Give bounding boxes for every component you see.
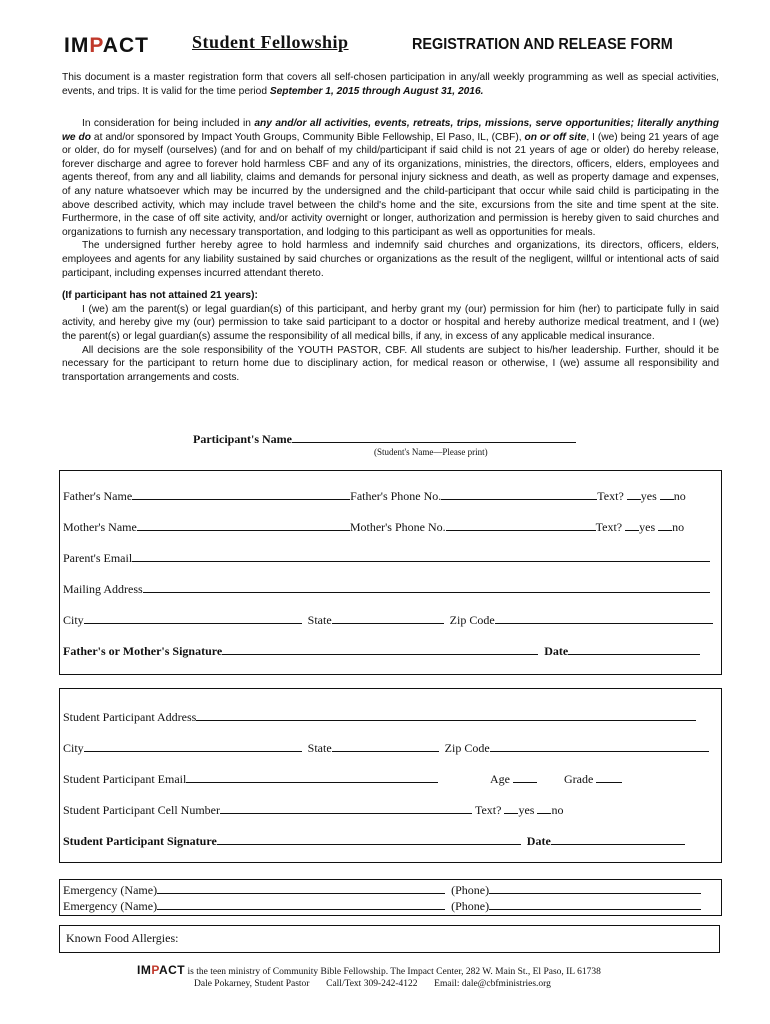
emergency-name-field-2[interactable] xyxy=(157,897,445,910)
footer-line-1: IMPACT is the teen ministry of Community Bible Fellowship. The Impact Center, 282 W. Main St., El Paso, IL 61738 xyxy=(137,963,601,977)
father-row: Father's Name Father's Phone No. Text? yes no xyxy=(63,489,686,503)
mailing-address-field[interactable] xyxy=(143,580,710,593)
parent-email-field[interactable] xyxy=(132,549,710,562)
student-signature-row: Student Participant Signature Date xyxy=(63,832,685,849)
mother-row: Mother's Name Mother's Phone No. Text? yes no xyxy=(63,520,685,534)
mother-phone-field[interactable] xyxy=(446,518,596,531)
impact-logo-text: IMPACT xyxy=(64,34,149,57)
student-signature-field[interactable] xyxy=(217,832,521,845)
parent-signature-row: Father's or Mother's Signature Date xyxy=(63,642,700,659)
student-email-row: Student Participant Email xyxy=(63,770,438,787)
student-city-row: City State Zip Code xyxy=(63,739,709,756)
allergies-label: Known Food Allergies: xyxy=(66,931,179,945)
mother-name-field[interactable] xyxy=(137,518,350,531)
emergency-name-field-1[interactable] xyxy=(157,881,445,894)
student-address-row: Student Participant Address xyxy=(63,708,696,725)
minor-heading: (If participant has not attained 21 years): xyxy=(62,290,258,302)
emergency-phone-field-1[interactable] xyxy=(489,881,701,894)
student-text-yes[interactable] xyxy=(504,801,518,814)
student-cell-field[interactable] xyxy=(220,801,472,814)
parent-email-row: Parent's Email xyxy=(63,549,710,566)
footer-line-2: Dale Pokarney, Student Pastor Call/Text 309-242-4122 Email: dale@cbfministries.org xyxy=(194,979,551,989)
student-text-no[interactable] xyxy=(537,801,551,814)
student-zip-field[interactable] xyxy=(490,739,709,752)
student-email-field[interactable] xyxy=(186,770,438,783)
father-text-no[interactable] xyxy=(660,487,674,500)
student-cell-row: Student Participant Cell Number Text? yes no xyxy=(63,803,564,817)
release-text: In consideration for being included in any and/or all activities, events, retreats, trips, missions, serve opportunities; literally anything we do at and/or sponsored by Impact Youth Groups, Community Bible Fellowship, El Paso, IL, (CBF), on or off site, I (we) being 21 years of age or older, do for myself (ourselves) (and for and on behalf of my child/participant if said child is not 21 years of age or older) do hereby release, forever discharge and agree to forever hold harmless CBF and any of its organizations, ministries, the directors, officers, elders, employees and agents thereof, from any and all liability, claims and demands for personal injury sickness and death, as well as property damage and expenses, of any nature whatsoever which may be incurred by the undersigned and the child-participant that occur while said child is participating in the above described activity, which may include travel between the child's home and the site, excursions from the site and time spent at the site. Furthermore, in the case of off site activity, and/or activity overnight or longer, authorization and permission is hereby given to said churches and organizations to furnish any necessary transportation, and lodging to this participant as well as opportunities for meals. The undersigned further hereby agree to hold harmless and indemnify said churches and organizations, its directors, officers, elders, employees and agents for any liability sustained by said churches or organizations as the result of the negligent, willful or intentional acts of said participant, including expenses incurred attendant thereto. (If participant has not attained 21 years): I (we) am the parent(s) or legal guardian(s) of this participant, and herby grant my (our) permission for him (her) to participate fully in said activity, and hereby give my (our) permission to take said participant to a doctor or hospital and hereby authorize medical treatment, and I (we) the parent(s) or legal guardian(s) assume the responsibility of all medical bills, if any, in excess of any applicable medical insurance. All decisions are the sole responsibility of the YOUTH PASTOR, CBF. All students are subject to his/her leadership. Further, should it be necessary for the participant to return home due to disciplinary action, for medical reason or otherwise, I (we) assume all responsibility and transportation arrangements and costs. xyxy=(62,118,719,383)
mother-text-no[interactable] xyxy=(658,518,672,531)
father-phone-field[interactable] xyxy=(441,487,597,500)
student-date-field[interactable] xyxy=(551,832,685,845)
student-state-field[interactable] xyxy=(332,739,439,752)
parent-city-row: City State Zip Code xyxy=(63,611,713,628)
mother-text-yes[interactable] xyxy=(625,518,639,531)
student-address-field[interactable] xyxy=(196,708,696,721)
parent-signature-field[interactable] xyxy=(222,642,538,655)
student-city-field[interactable] xyxy=(84,739,302,752)
emergency-row-1: Emergency (Name) (Phone) xyxy=(63,881,701,898)
student-grade-field[interactable] xyxy=(596,770,622,783)
parent-state-field[interactable] xyxy=(332,611,444,624)
parent-date-field[interactable] xyxy=(568,642,700,655)
intro-paragraph: This document is a master registration form that covers all self-chosen participation in any/all weekly programming as well as special activities, events, and trips. It is valid for the time period September 1, 2015 through August 31, 2016. xyxy=(62,72,719,97)
father-name-field[interactable] xyxy=(132,487,350,500)
student-age-field[interactable] xyxy=(513,770,537,783)
mailing-address-row: Mailing Address xyxy=(63,580,710,597)
father-text-yes[interactable] xyxy=(627,487,641,500)
parent-zip-field[interactable] xyxy=(495,611,713,624)
participant-name-note: (Student's Name—Please print) xyxy=(374,447,488,457)
parent-city-field[interactable] xyxy=(84,611,302,624)
emergency-row-2: Emergency (Name) (Phone) xyxy=(63,897,701,914)
participant-name-row: Participant's Name xyxy=(193,430,576,447)
student-fellowship-logo: Student Fellowship xyxy=(192,32,349,52)
footer-impact-logo: IMPACT xyxy=(137,963,186,977)
form-title: REGISTRATION AND RELEASE FORM xyxy=(412,36,673,53)
emergency-phone-field-2[interactable] xyxy=(489,897,701,910)
participant-name-field[interactable] xyxy=(292,430,576,443)
student-age-grade: Age Grade xyxy=(490,770,622,787)
